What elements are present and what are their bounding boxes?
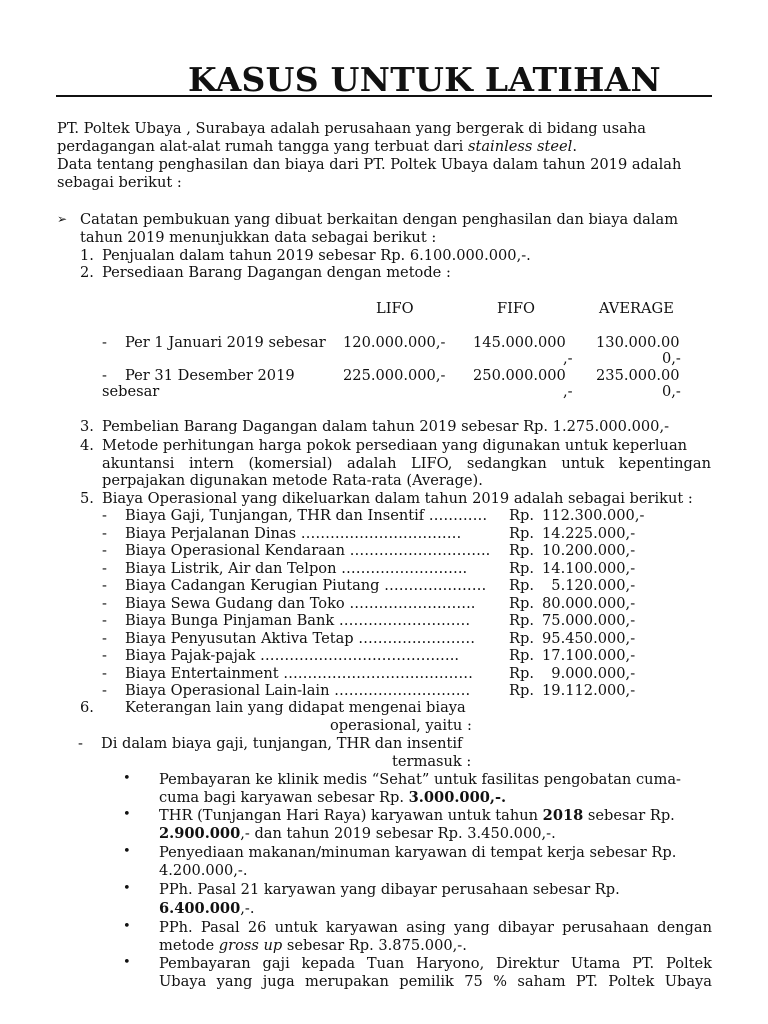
- note-thr-line-2: 2.900.000,- dan tahun 2019 sebesar Rp. 3.450.000,-.: [159, 825, 556, 842]
- intro-line-1: PT. Poltek Ubaya , Surabaya adalah perusahaan yang bergerak di bidang usaha: [57, 120, 646, 137]
- item-operating-costs: Biaya Operasional yang dikeluarkan dalam tahun 2019 adalah sebagai berikut :: [102, 490, 693, 507]
- arrow-bullet-icon: ➢: [57, 212, 68, 226]
- inventory-row1-average: 130.000.00: [596, 334, 680, 351]
- notes-dash: -: [78, 735, 83, 752]
- cost-row: - Biaya Perjalanan Dinas …………………………… Rp. 14.225.000,-: [102, 524, 636, 542]
- cost-name: Biaya Sewa Gudang dan Toko ……………………..: [125, 594, 476, 612]
- note-director-line-2: Ubaya yang juga merupakan pemilik 75 % saham PT. Poltek Ubaya: [159, 973, 712, 990]
- cost-amount: 14.225.000,-: [542, 524, 636, 542]
- item-number: 3.: [80, 418, 94, 435]
- cost-row: - Biaya Cadangan Kerugian Piutang ………………… Rp. 5.120.000,-: [102, 577, 636, 594]
- cost-row: - Biaya Penyusutan Aktiva Tetap …………………… Rp. 95.450.000,-: [102, 629, 636, 647]
- item-number: 2.: [80, 264, 94, 281]
- item-other-info-line-2: operasional, yaitu :: [330, 717, 472, 734]
- inventory-row1-label: Per 1 Januari 2019 sebesar: [125, 334, 326, 351]
- note-director-line-1: Pembayaran gaji kepada Tuan Haryono, Direktur Utama PT. Poltek: [159, 955, 712, 972]
- inventory-row-dash: -: [102, 334, 107, 351]
- item-method-line-1: Metode perhitungan harga pokok persediaan yang digunakan untuk keperluan: [102, 437, 688, 454]
- note-meals-line-2: 4.200.000,-.: [159, 862, 248, 879]
- cost-amount: 14.100.000,-: [542, 559, 636, 577]
- cost-amount: 19.112.000,-: [542, 682, 636, 699]
- inventory-row2-lifo: 225.000.000,-: [343, 367, 446, 384]
- cost-name: Biaya Pajak-pajak …………………………………..: [125, 647, 460, 664]
- notes-lead-line-2: termasuk :: [392, 753, 472, 770]
- inventory-row2-fifo: 250.000.000: [473, 367, 566, 384]
- note-clinic-line-2: cuma bagi karyawan sebesar Rp. 3.000.000,-.: [159, 789, 507, 806]
- cost-name: Biaya Operasional Kendaraan ………………………..: [125, 542, 491, 559]
- item-sales: Penjualan dalam tahun 2019 sebesar Rp. 6.100.000.000,-.: [102, 247, 531, 264]
- cost-name: Biaya Listrik, Air dan Telpon ……………………..: [125, 559, 468, 577]
- item-method-line-2: akuntansi intern (komersial) adalah LIFO, sedangkan untuk kepentingan: [102, 455, 711, 472]
- bullet-icon: •: [123, 844, 131, 859]
- cost-name: Biaya Operasional Lain-lain ……………………….: [125, 682, 471, 699]
- bullet-icon: •: [123, 881, 131, 896]
- cost-row: - Biaya Sewa Gudang dan Toko …………………….. Rp. 80.000.000,-: [102, 594, 636, 612]
- note-meals-line-1: Penyediaan makanan/minuman karyawan di tempat kerja sebesar Rp.: [159, 844, 677, 861]
- cost-name: Biaya Gaji, Tunjangan, THR dan Insentif …………: [125, 507, 488, 524]
- notes-lead-line-1: Di dalam biaya gaji, tunjangan, THR dan insentif: [101, 735, 463, 752]
- cost-row: - Biaya Listrik, Air dan Telpon …………………….. Rp. 14.100.000,-: [102, 559, 636, 577]
- note-pph26-line-2: metode gross up sebesar Rp. 3.875.000,-.: [159, 937, 467, 954]
- cost-name: Biaya Bunga Pinjaman Bank ………………………: [125, 612, 471, 629]
- cost-amount: 112.300.000,-: [542, 507, 645, 524]
- section-line-1: Catatan pembukuan yang dibuat berkaitan dengan penghasilan dan biaya dalam: [80, 211, 679, 228]
- cost-amount: 10.200.000,-: [542, 542, 636, 559]
- item-inventory: Persediaan Barang Dagangan dengan metode :: [102, 264, 451, 281]
- cost-row: - Biaya Entertainment ………………………………… Rp. 9.000.000,-: [102, 664, 636, 682]
- intro-line-4: sebagai berikut :: [57, 174, 182, 191]
- inventory-header-fifo: FIFO: [497, 300, 535, 317]
- cost-name: Biaya Cadangan Kerugian Piutang …………………: [125, 577, 487, 594]
- inventory-row1-lifo: 120.000.000,-: [343, 334, 446, 351]
- cost-row: - Biaya Pajak-pajak ………………………………….. Rp. 17.100.000,-: [102, 647, 636, 664]
- item-purchases: Pembelian Barang Dagangan dalam tahun 2019 sebesar Rp. 1.275.000.000,-: [102, 418, 670, 435]
- page-title: KASUS UNTUK LATIHAN: [188, 60, 661, 99]
- cost-amount: 5.120.000,-: [542, 577, 636, 594]
- bullet-icon: •: [123, 807, 131, 822]
- inventory-row2-label-cont: sebesar: [102, 383, 160, 400]
- cost-amount: 80.000.000,-: [542, 594, 636, 612]
- bullet-icon: •: [123, 771, 131, 786]
- cost-row: - Biaya Gaji, Tunjangan, THR dan Insentif ………… Rp. 112.300.000,-: [102, 507, 645, 524]
- item-number: 1.: [80, 247, 94, 264]
- inventory-row1-fifo-suffix: ,-: [563, 350, 573, 367]
- cost-name: Biaya Perjalanan Dinas ……………………………: [125, 524, 462, 542]
- inventory-row-dash: -: [102, 367, 107, 384]
- bullet-icon: •: [123, 919, 131, 934]
- cost-amount: 17.100.000,-: [542, 647, 636, 664]
- intro-line-3: Data tentang penghasilan dan biaya dari PT. Poltek Ubaya dalam tahun 2019 adalah: [57, 156, 682, 173]
- intro-line-2: perdagangan alat-alat rumah tangga yang terbuat dari stainless steel.: [57, 138, 577, 155]
- inventory-row2-label: Per 31 Desember 2019: [125, 367, 295, 384]
- cost-amount: 9.000.000,-: [542, 664, 636, 682]
- section-line-2: tahun 2019 menunjukkan data sebagai berikut :: [80, 229, 437, 246]
- item-number: 6.: [80, 699, 94, 716]
- note-thr-line-1: THR (Tunjangan Hari Raya) karyawan untuk tahun 2018 sebesar Rp.: [159, 807, 675, 824]
- cost-row: - Biaya Operasional Kendaraan ……………………….. Rp. 10.200.000,-: [102, 542, 636, 559]
- note-pph21-line-1: PPh. Pasal 21 karyawan yang dibayar perusahaan sebesar Rp.: [159, 881, 620, 898]
- italic-term: stainless steel: [467, 138, 573, 155]
- bullet-icon: •: [123, 955, 131, 970]
- item-number: 5.: [80, 490, 94, 507]
- cost-name: Biaya Penyusutan Aktiva Tetap ……………………: [125, 629, 476, 647]
- inventory-row1-average-suffix: 0,-: [662, 350, 681, 367]
- page-title-block: [56, 58, 712, 97]
- cost-amount: 75.000.000,-: [542, 612, 636, 629]
- inventory-row2-average: 235.000.00: [596, 367, 680, 384]
- cost-row: - Biaya Operasional Lain-lain ………………………. Rp. 19.112.000,-: [102, 682, 636, 699]
- inventory-header-average: AVERAGE: [599, 300, 674, 317]
- item-number: 4.: [80, 437, 94, 454]
- inventory-row2-fifo-suffix: ,-: [563, 383, 573, 400]
- note-pph26-line-1: PPh. Pasal 26 untuk karyawan asing yang dibayar perusahaan dengan: [159, 919, 712, 936]
- note-clinic-line-1: Pembayaran ke klinik medis “Sehat” untuk fasilitas pengobatan cuma-: [159, 771, 681, 788]
- cost-amount: 95.450.000,-: [542, 629, 636, 647]
- inventory-header-lifo: LIFO: [376, 300, 414, 317]
- item-method-line-3: perpajakan digunakan metode Rata-rata (Average).: [102, 472, 483, 489]
- cost-row: - Biaya Bunga Pinjaman Bank ……………………… Rp. 75.000.000,-: [102, 612, 636, 629]
- inventory-row1-fifo: 145.000.000: [473, 334, 566, 351]
- note-pph21-line-2: 6.400.000,-.: [159, 900, 255, 917]
- cost-name: Biaya Entertainment …………………………………: [125, 664, 473, 682]
- item-other-info-line-1: Keterangan lain yang didapat mengenai biaya: [125, 699, 466, 716]
- inventory-row2-average-suffix: 0,-: [662, 383, 681, 400]
